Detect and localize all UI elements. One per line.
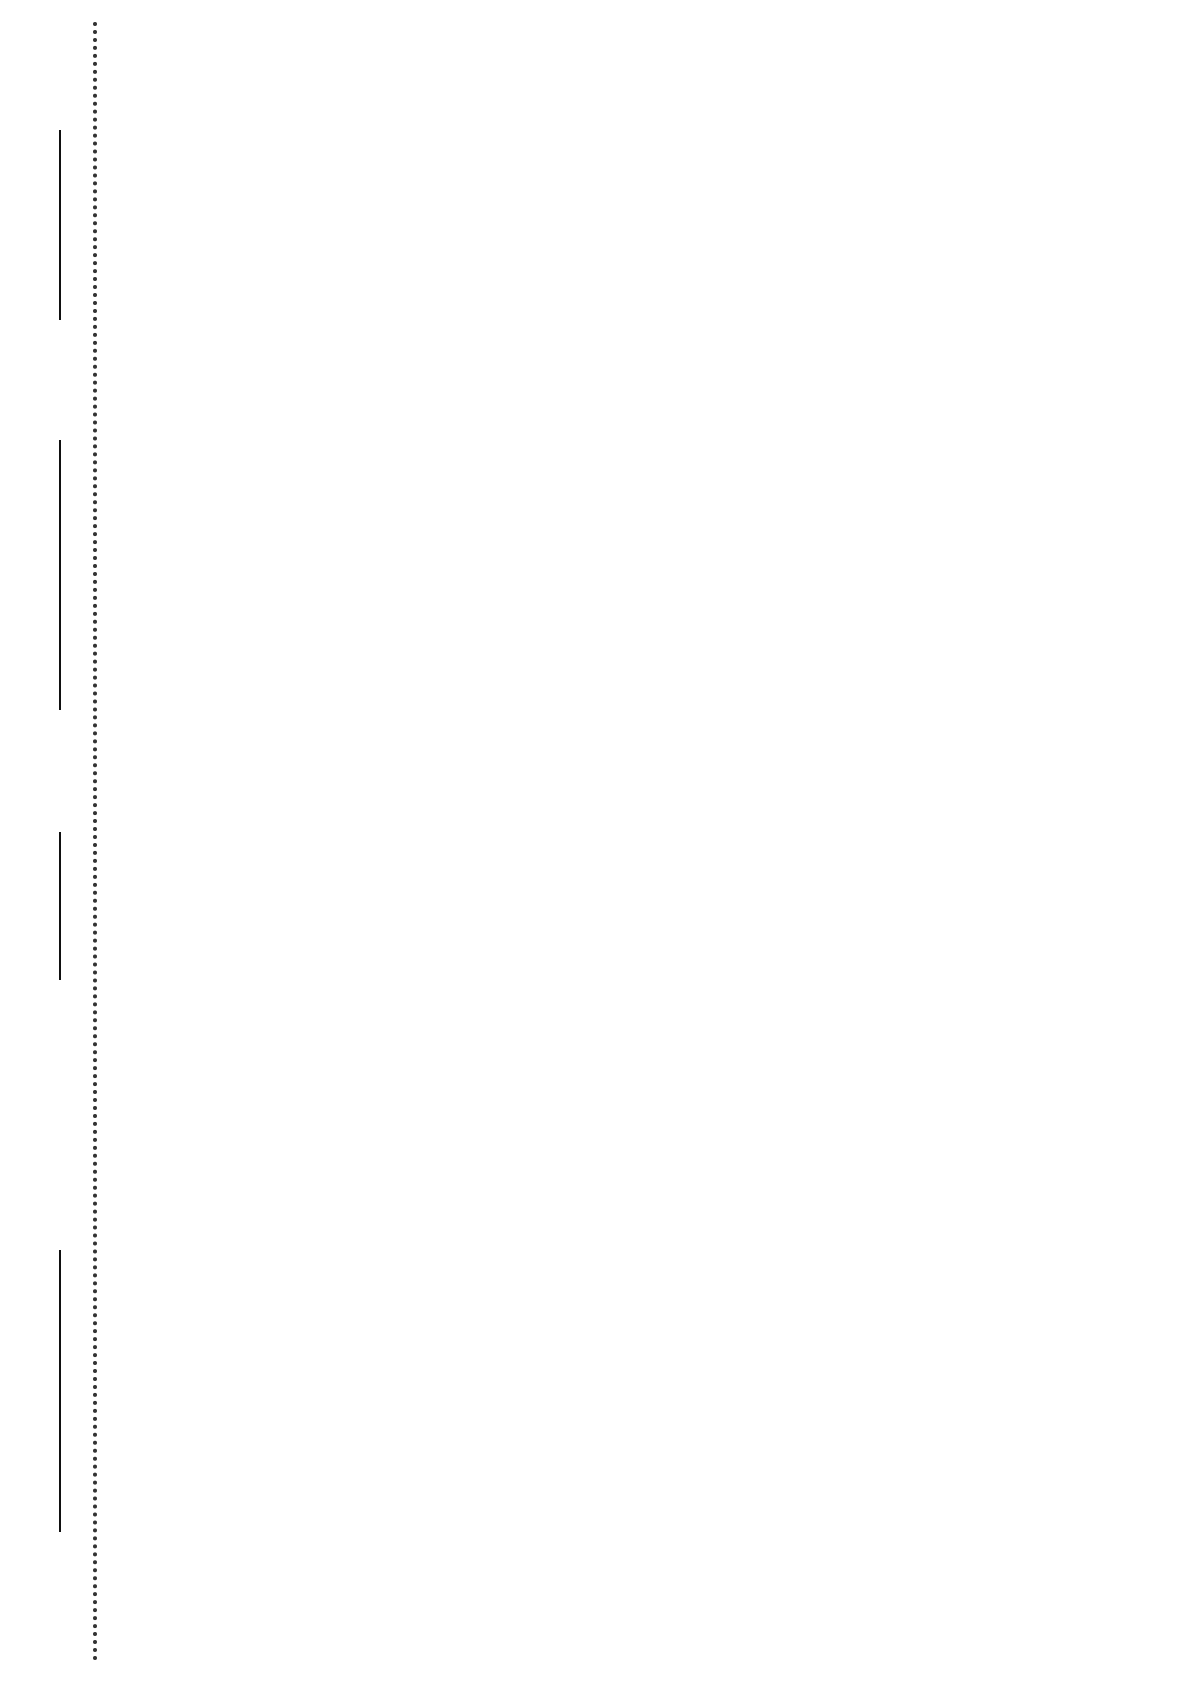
name-line[interactable] bbox=[59, 440, 61, 710]
student-id-line[interactable] bbox=[59, 130, 61, 320]
binding-dotted-line bbox=[93, 22, 97, 1662]
class-line[interactable] bbox=[59, 832, 61, 980]
school-line[interactable] bbox=[59, 1250, 61, 1532]
